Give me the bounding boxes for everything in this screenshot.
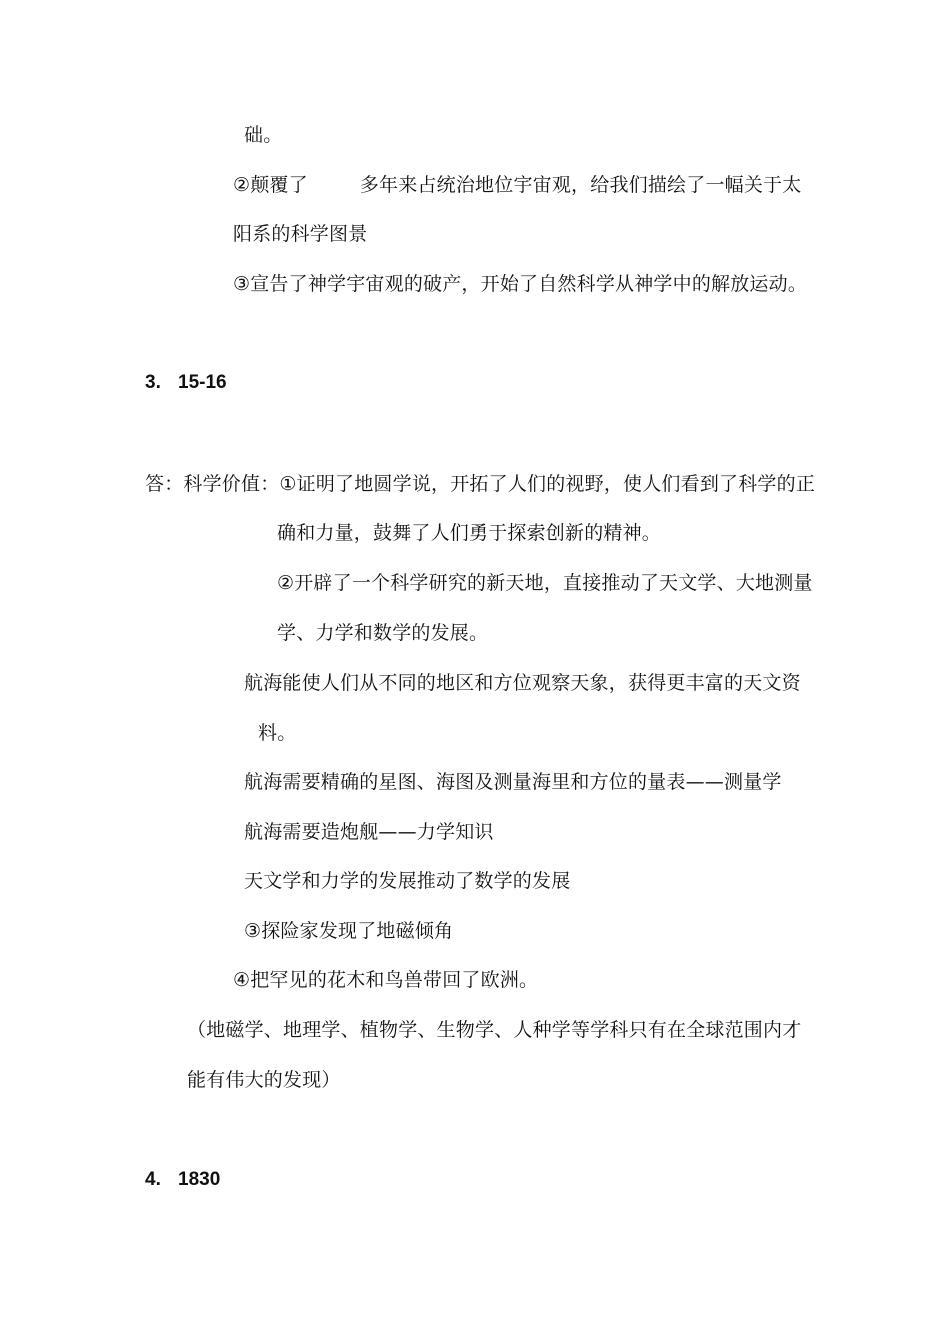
text-line: 确和力量，鼓舞了人们勇于探索创新的精神。	[277, 522, 662, 544]
section-number: 3.	[145, 372, 161, 393]
text-line: 阳系的科学图景	[233, 223, 368, 245]
section-heading	[145, 371, 227, 395]
text-line: 航海能使人们从不同的地区和方位观察天象，获得更丰富的天文资	[244, 672, 801, 694]
section-heading	[145, 1168, 220, 1192]
text-fragment: 多年来占统治地位宇宙观，给我们描绘了一幅关于太	[359, 174, 802, 196]
text-line: 航海需要造炮舰——力学知识	[244, 821, 494, 843]
section-title: 15-16	[178, 372, 227, 393]
text-line: ③探险家发现了地磁倾角	[244, 920, 454, 942]
text-line: 天文学和力学的发展推动了数学的发展	[244, 870, 571, 892]
text-line: 础。	[244, 124, 283, 146]
text-line: 能有伟大的发现）	[187, 1069, 341, 1091]
text-line: 航海需要精确的星图、海图及测量海里和方位的量表——测量学	[244, 771, 782, 793]
text-fragment: ②颠覆了	[233, 174, 308, 196]
text-line: 料。	[258, 722, 297, 744]
section-number: 4.	[145, 1169, 161, 1190]
text-line	[233, 173, 801, 197]
text-line: ②开辟了一个科学研究的新天地，直接推动了天文学、大地测量	[277, 572, 813, 594]
answer-line: 答：科学价值：①证明了地圆学说，开拓了人们的视野，使人们看到了科学的正	[145, 473, 816, 495]
text-line: ③宣告了神学宇宙观的破产，开始了自然科学从神学中的解放运动。	[233, 273, 808, 295]
text-line: （地磁学、地理学、植物学、生物学、人种学等学科只有在全球范围内才	[187, 1019, 802, 1041]
section-title: 1830	[178, 1169, 221, 1190]
text-line: ④把罕见的花木和鸟兽带回了欧洲。	[233, 969, 539, 991]
text-line: 学、力学和数学的发展。	[277, 622, 489, 644]
